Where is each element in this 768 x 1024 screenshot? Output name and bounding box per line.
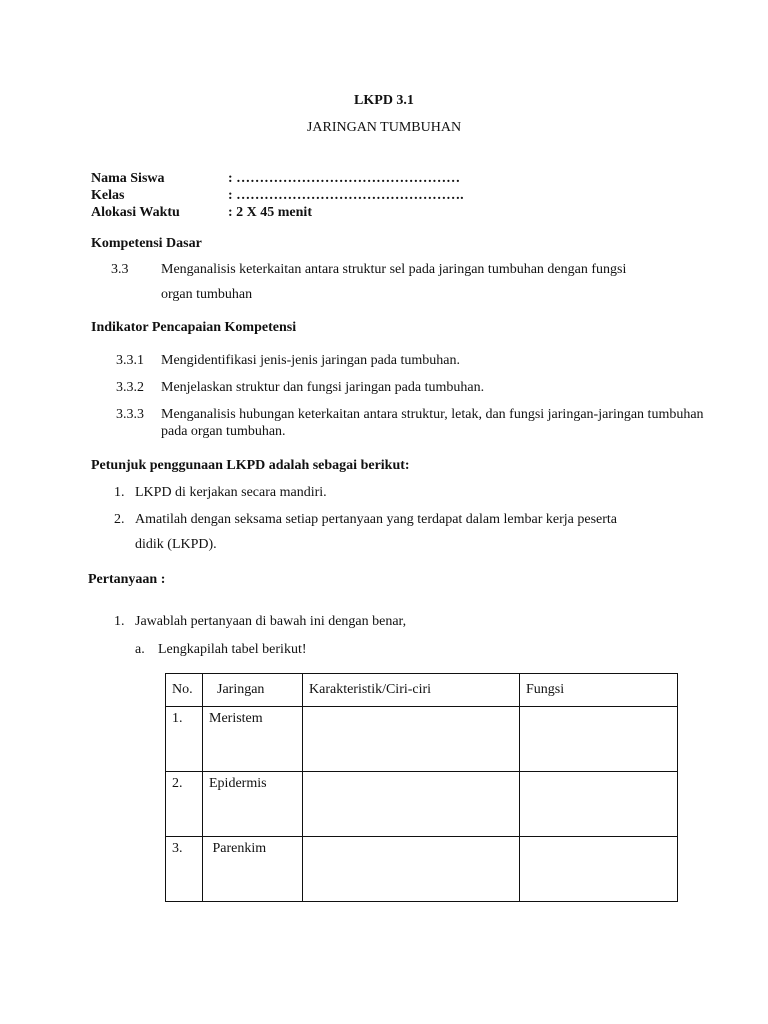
kd-heading: Kompetensi Dasar [91, 236, 202, 251]
subquestion-text: Lengkapilah tabel berikut! [158, 642, 307, 657]
column-header-jaringan: Jaringan [203, 674, 303, 707]
tissue-name: Parenkim [203, 837, 303, 902]
ipk-item-text: Mengidentifikasi jenis-jenis jaringan pada tumbuhan. [161, 353, 460, 368]
class-label: Kelas [91, 188, 125, 203]
ipk-item-text: Menganalisis hubungan keterkaitan antara struktur, letak, dan fungsi jaringan-jaringan tumbuhan [161, 407, 704, 422]
instruction-text-continued: didik (LKPD). [135, 537, 217, 552]
name-field: : ………………………………………… [228, 171, 461, 186]
question-text: Jawablah pertanyaan di bawah ini dengan benar, [135, 614, 407, 629]
instruction-number: 2. [114, 512, 125, 527]
row-number: 3. [166, 837, 203, 902]
column-header-fungsi: Fungsi [520, 674, 678, 707]
kd-number: 3.3 [111, 262, 129, 277]
time-allocation-value: : 2 X 45 menit [228, 205, 312, 220]
table-row [166, 837, 678, 902]
name-label: Nama Siswa [91, 171, 165, 186]
table-header-row [166, 674, 678, 707]
document-code: LKPD 3.1 [354, 93, 414, 108]
ipk-heading: Indikator Pencapaian Kompetensi [91, 320, 297, 335]
instructions-heading: Petunjuk penggunaan LKPD adalah sebagai berikut: [91, 458, 410, 473]
question-number: 1. [114, 614, 125, 629]
tissue-name: Meristem [203, 707, 303, 772]
function-cell[interactable] [520, 707, 678, 772]
row-number: 1. [166, 707, 203, 772]
row-number: 2. [166, 772, 203, 837]
tissue-name: Epidermis [203, 772, 303, 837]
ipk-item-text: Menjelaskan struktur dan fungsi jaringan pada tumbuhan. [161, 380, 485, 395]
ipk-item-text-continued: pada organ tumbuhan. [161, 424, 286, 439]
kd-text-line2: organ tumbuhan [161, 287, 253, 302]
function-cell[interactable] [520, 772, 678, 837]
instruction-text: LKPD di kerjakan secara mandiri. [135, 485, 327, 500]
answer-table [165, 673, 678, 902]
questions-heading: Pertanyaan : [88, 572, 166, 587]
column-header-no: No. [166, 674, 203, 707]
characteristics-cell[interactable] [303, 707, 520, 772]
column-header-karakteristik: Karakteristik/Ciri-ciri [303, 674, 520, 707]
table-row [166, 772, 678, 837]
characteristics-cell[interactable] [303, 772, 520, 837]
kd-text-line1: Menganalisis keterkaitan antara struktur sel pada jaringan tumbuhan dengan fungsi [161, 262, 627, 277]
characteristics-cell[interactable] [303, 837, 520, 902]
class-field: : …………………………………………. [228, 188, 464, 203]
ipk-item-number: 3.3.2 [116, 380, 144, 395]
subquestion-letter: a. [135, 642, 145, 657]
instruction-number: 1. [114, 485, 125, 500]
ipk-item-number: 3.3.1 [116, 353, 144, 368]
function-cell[interactable] [520, 837, 678, 902]
ipk-item-number: 3.3.3 [116, 407, 144, 422]
instruction-text: Amatilah dengan seksama setiap pertanyaan yang terdapat dalam lembar kerja peserta [135, 512, 618, 527]
time-allocation-label: Alokasi Waktu [91, 205, 180, 220]
table-row [166, 707, 678, 772]
document-title: JARINGAN TUMBUHAN [306, 120, 462, 135]
